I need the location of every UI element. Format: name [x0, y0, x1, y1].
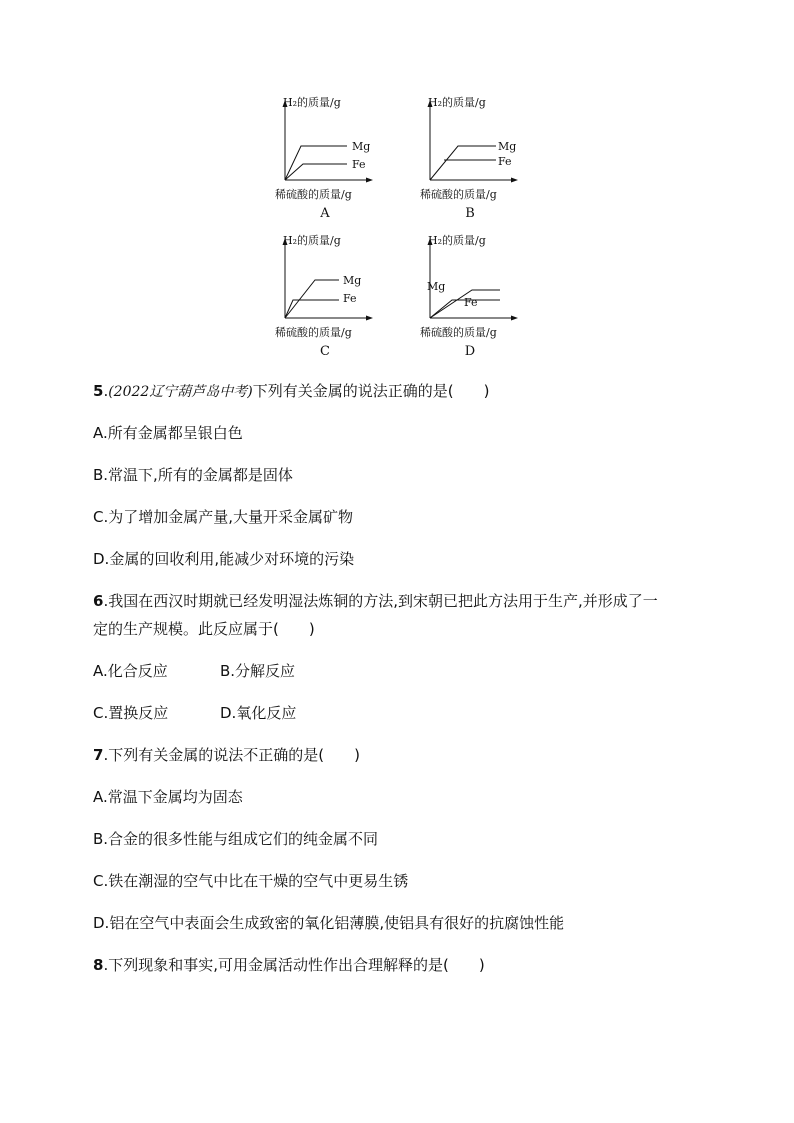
y-axis-label: H₂的质量/g: [283, 96, 341, 109]
graph-letter: B: [465, 206, 475, 221]
question-number: 8: [93, 956, 104, 974]
mg-label: Mg: [498, 140, 517, 153]
question-text: 下列现象和事实,可用金属活动性作出合理解释的是(: [108, 956, 449, 974]
x-axis-label: 稀硫酸的质量/g: [420, 326, 497, 339]
question-8-stem: 8.下列现象和事实,可用金属活动性作出合理解释的是( ): [93, 956, 485, 974]
mg-curve: [430, 146, 496, 180]
fe-curve: [285, 300, 339, 318]
mg-label: Mg: [352, 140, 371, 153]
mg-curve: [285, 280, 339, 318]
option-5a: A.所有金属都呈银白色: [93, 424, 243, 442]
question-number: 6: [93, 592, 104, 610]
option-5b: B.常温下,所有的金属都是固体: [93, 466, 293, 484]
fe-label: Fe: [464, 296, 478, 309]
mg-curve: [285, 146, 347, 180]
question-6-stem-cont: 定的生产规模。此反应属于( ): [93, 620, 315, 638]
mg-label: Mg: [427, 280, 446, 293]
y-axis-label: H₂的质量/g: [283, 234, 341, 247]
option-7a: A.常温下金属均为固态: [93, 788, 243, 806]
question-number: 5: [93, 382, 104, 400]
question-6-stem: 6.我国在西汉时期就已经发明湿法炼铜的方法,到宋朝已把此方法用于生产,并形成了一: [93, 592, 658, 610]
x-axis-label: 稀硫酸的质量/g: [275, 326, 352, 339]
y-axis-label: H₂的质量/g: [428, 96, 486, 109]
fe-label: Fe: [352, 158, 366, 171]
option-7d: D.铝在空气中表面会生成致密的氧化铝薄膜,使铝具有很好的抗腐蚀性能: [93, 914, 565, 932]
question-source: (2022辽宁葫芦岛中考): [108, 384, 253, 400]
fe-label: Fe: [343, 292, 357, 305]
graph-d: [420, 234, 520, 359]
fe-curve: [285, 164, 347, 180]
graph-letter: C: [320, 344, 330, 359]
graph-b: [420, 96, 520, 221]
option-7b: B.合金的很多性能与组成它们的纯金属不同: [93, 830, 379, 848]
question-text: 下列有关金属的说法正确的是(: [252, 382, 454, 400]
x-axis-label: 稀硫酸的质量/g: [275, 188, 352, 201]
option-6b: B.分解反应: [220, 662, 296, 680]
graph-a: [275, 96, 375, 221]
option-6d: D.氧化反应: [220, 704, 297, 722]
option-7c: C.铁在潮湿的空气中比在干燥的空气中更易生锈: [93, 872, 409, 890]
option-6a: A.化合反应: [93, 662, 168, 680]
question-number: 7: [93, 746, 104, 764]
question-7-stem: 7.下列有关金属的说法不正确的是( ): [93, 746, 360, 764]
y-axis-label: H₂的质量/g: [428, 234, 486, 247]
option-6c: C.置换反应: [93, 704, 169, 722]
option-5c: C.为了增加金属产量,大量开采金属矿物: [93, 508, 354, 526]
x-axis-label: 稀硫酸的质量/g: [420, 188, 497, 201]
fe-label: Fe: [498, 155, 512, 168]
mg-label: Mg: [343, 274, 362, 287]
graph-letter: A: [320, 206, 330, 221]
graph-c: [275, 234, 375, 359]
question-5-stem: 5.(2022辽宁葫芦岛中考)下列有关金属的说法正确的是( ): [93, 382, 490, 400]
question-text: 下列有关金属的说法不正确的是(: [108, 746, 325, 764]
graph-letter: D: [464, 344, 476, 359]
option-5d: D.金属的回收利用,能减少对环境的污染: [93, 550, 355, 568]
question-text: 我国在西汉时期就已经发明湿法炼铜的方法,到宋朝已把此方法用于生产,并形成了一: [108, 592, 658, 610]
